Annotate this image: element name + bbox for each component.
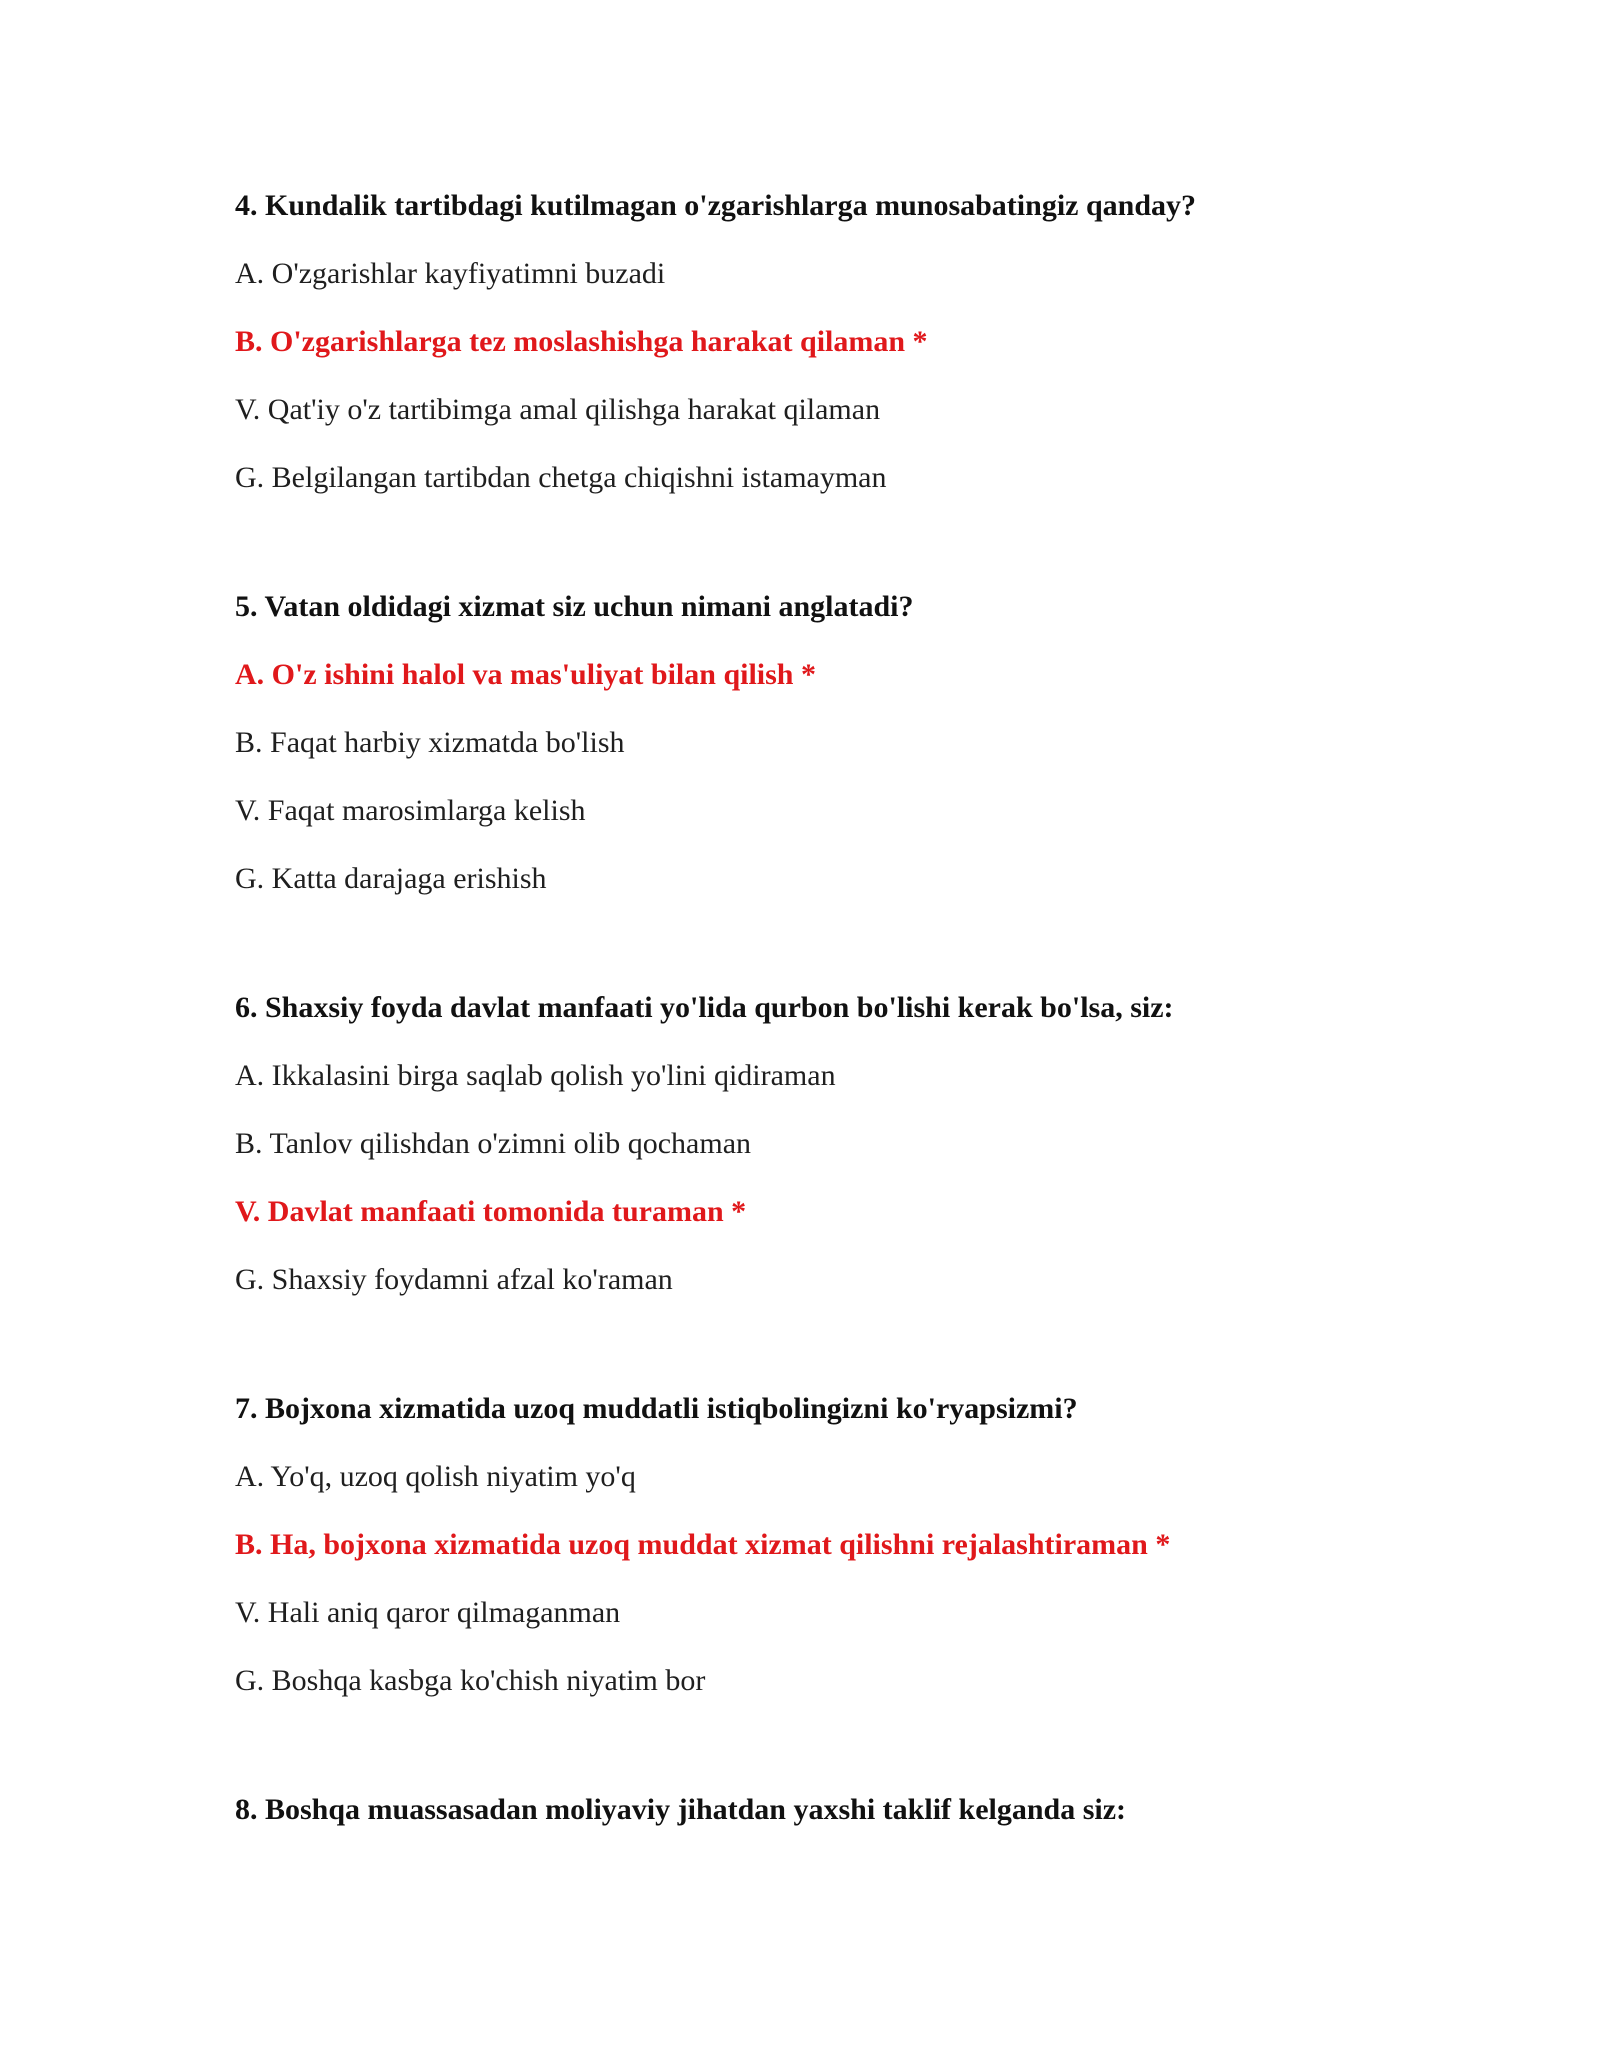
question-8 [235,1790,1435,1830]
answer-option: G. Shaxsiy foydamni afzal ko'raman [235,1263,673,1296]
question-5 [235,587,1435,899]
answer-option: G. Boshqa kasbga ko'chish niyatim bor [235,1664,706,1697]
answer-option-correct: B. O'zgarishlarga tez moslashishga harakat qilaman * [235,325,928,358]
answer-option: A. Ikkalasini birga saqlab qolish yo'lini qidiraman [235,1059,836,1092]
answer-option: V. Hali aniq qaror qilmaganman [235,1596,621,1629]
answer-option: A. Yo'q, uzoq qolish niyatim yo'q [235,1460,636,1493]
question-text: 6. Shaxsiy foyda davlat manfaati yo'lida qurbon bo'lishi kerak bo'lsa, siz: [235,991,1174,1024]
answer-option-correct: V. Davlat manfaati tomonida turaman * [235,1195,747,1228]
question-text: 7. Bojxona xizmatida uzoq muddatli istiqbolingizni ko'ryapsizmi? [235,1392,1078,1425]
answer-option: G. Katta darajaga erishish [235,862,547,895]
question-text: 8. Boshqa muassasadan moliyaviy jihatdan yaxshi taklif kelganda siz: [235,1793,1127,1826]
answer-option: A. O'zgarishlar kayfiyatimni buzadi [235,257,666,290]
question-text: 5. Vatan oldidagi xizmat siz uchun nimani anglatadi? [235,590,914,623]
answer-option: B. Tanlov qilishdan o'zimni olib qochaman [235,1127,752,1160]
answer-option: B. Faqat harbiy xizmatda bo'lish [235,726,625,759]
question-6 [235,988,1435,1300]
question-4 [235,186,1435,498]
answer-option: G. Belgilangan tartibdan chetga chiqishni istamayman [235,461,887,494]
answer-option: V. Faqat marosimlarga kelish [235,794,586,827]
answer-option-correct: A. O'z ishini halol va mas'uliyat bilan qilish * [235,658,816,691]
question-text: 4. Kundalik tartibdagi kutilmagan o'zgarishlarga munosabatingiz qanday? [235,189,1197,222]
answer-option: V. Qat'iy o'z tartibimga amal qilishga harakat qilaman [235,393,881,426]
question-7 [235,1389,1435,1701]
answer-option-correct: B. Ha, bojxona xizmatida uzoq muddat xizmat qilishni rejalashtiraman * [235,1528,1171,1561]
